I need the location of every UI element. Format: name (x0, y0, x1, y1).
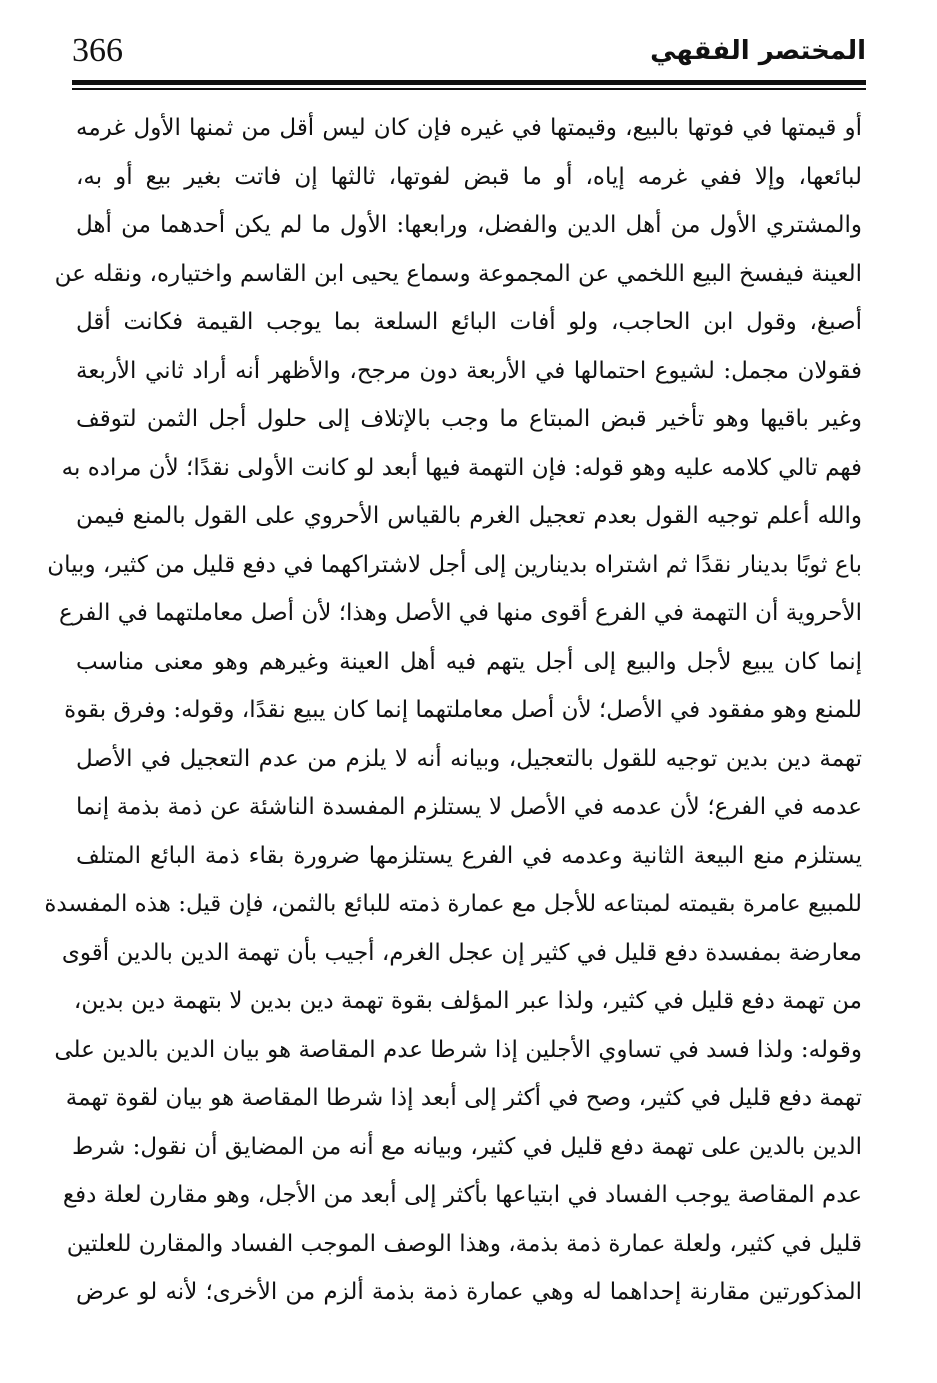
text-line: باع ثوبًا بدينار نقدًا ثم اشتراه بدينارين إلى أجل لاشتراكهما في دفع قليل من كثير، وبيان (47, 551, 862, 578)
body-text (44, 104, 862, 1317)
text-line: والله أعلم توجيه القول بعدم تعجيل الغرم بالقياس الأحروي على القول بالمنع فيمن (76, 503, 862, 529)
text-line: لبائعها، وإلا ففي غرمه إياه، أو ما قبض لفوتها، ثالثها إن فاتت بغير بيع أو به، (76, 163, 862, 190)
text-line: العينة فيفسخ البيع اللخمي عن المجموعة وسماع يحيى ابن القاسم واختياره، ونقله عن (54, 260, 862, 287)
running-title: المختصر الفقهي (650, 36, 866, 66)
text-line: عدمه في الفرع؛ لأن عدمه في الأصل لا يستلزم المفسدة الناشئة عن ذمة بذمة إنما (76, 794, 862, 820)
text-line: وقوله: ولذا فسد في تساوي الأجلين إذا شرطا عدم المقاصة هو بيان الدين بالدين على (54, 1036, 862, 1063)
text-line: عدم المقاصة يوجب الفساد في ابتياعها بأكثر إلى أبعد من الأجل، وهو مقارن لعلة دفع (62, 1182, 862, 1208)
page-header (72, 30, 866, 82)
header-rule-thin (72, 88, 866, 90)
text-line: إنما كان يبيع لأجل والبيع إلى أجل يتهم فيه أهل العينة وغيرهم وهو معنى مناسب (76, 648, 862, 675)
text-line: المذكورتين مقارنة إحداهما له وهي عمارة ذمة بذمة ألزم من الأخرى؛ لأنه لو عرض (76, 1279, 862, 1305)
header-rule-thick (72, 80, 866, 85)
text-line: للمبيع عامرة بقيمته لمبتاعه للأجل مع عمارة ذمته للبائع بالثمن، فإن قيل: هذه المفسدة (44, 891, 862, 917)
text-line: يستلزم منع البيعة الثانية وعدمه في الفرع يستلزمها ضرورة بقاء ذمة البائع المتلف (76, 842, 862, 869)
text-line: الدين بالدين على تهمة دفع قليل في كثير، وبيانه مع أنه من المضايق أن نقول: شرط (72, 1133, 862, 1160)
text-line: فهم تالي كلامه عليه وهو قوله: فإن التهمة فيها أبعد لو كانت الأولى نقدًا؛ لأن مراده به (61, 454, 862, 481)
text-line: قليل في كثير، ولعلة عمارة ذمة بذمة، وهذا الوصف الموجب الفساد والمقارن للعلتين (66, 1230, 862, 1257)
text-line: والمشتري الأول من أهل الدين والفضل، ورابعها: الأول ما لم يكن أحدهما من أهل (76, 212, 862, 238)
text-line: الأحروية أن التهمة في الفرع أقوى منها في الأصل وهذا؛ لأن أصل معاملتهما في الفرع (58, 600, 862, 626)
text-line: أو قيمتها في فوتها بالبيع، وقيمتها في غيره فإن كان ليس أقل من ثمنها الأول غرمه (76, 115, 862, 141)
text-line: من تهمة دفع قليل في كثير، ولذا عبر المؤلف بقوة تهمة دين بدين لا بتهمة دين بدين، (73, 988, 862, 1014)
text-line: تهمة دفع قليل في كثير، وصح في أكثر إلى أبعد إذا شرطا المقاصة هو بيان لقوة تهمة (65, 1085, 862, 1111)
text-line: للمنع وهو مفقود في الأصل؛ لأن أصل معاملتهما إنما كان يبيع نقدًا، وقوله: وفرق بقوة (64, 697, 862, 723)
text-line: فقولان مجمل: لشيوع احتمالها في الأربعة دون مرجح، والأظهر أنه أراد ثاني الأربعة (76, 357, 862, 384)
page-number: 366 (72, 32, 123, 69)
text-line: أصبغ، وقول ابن الحاجب، ولو أفات البائع السلعة بما يوجب القيمة فكانت أقل (76, 309, 862, 335)
text-line: معارضة بمفسدة دفع قليل في كثير إن عجل الغرم، أجيب بأن تهمة الدين بالدين أقوى (61, 939, 862, 966)
text-line: وغير باقيها وهو تأخير قبض المبتاع ما وجب بالإتلاف إلى حلول أجل الثمن لتوقف (76, 406, 862, 432)
text-line: تهمة دين بدين توجيه للقول بالتعجيل، وبيانه أنه لا يلزم من عدم التعجيل في الأصل (76, 745, 862, 772)
